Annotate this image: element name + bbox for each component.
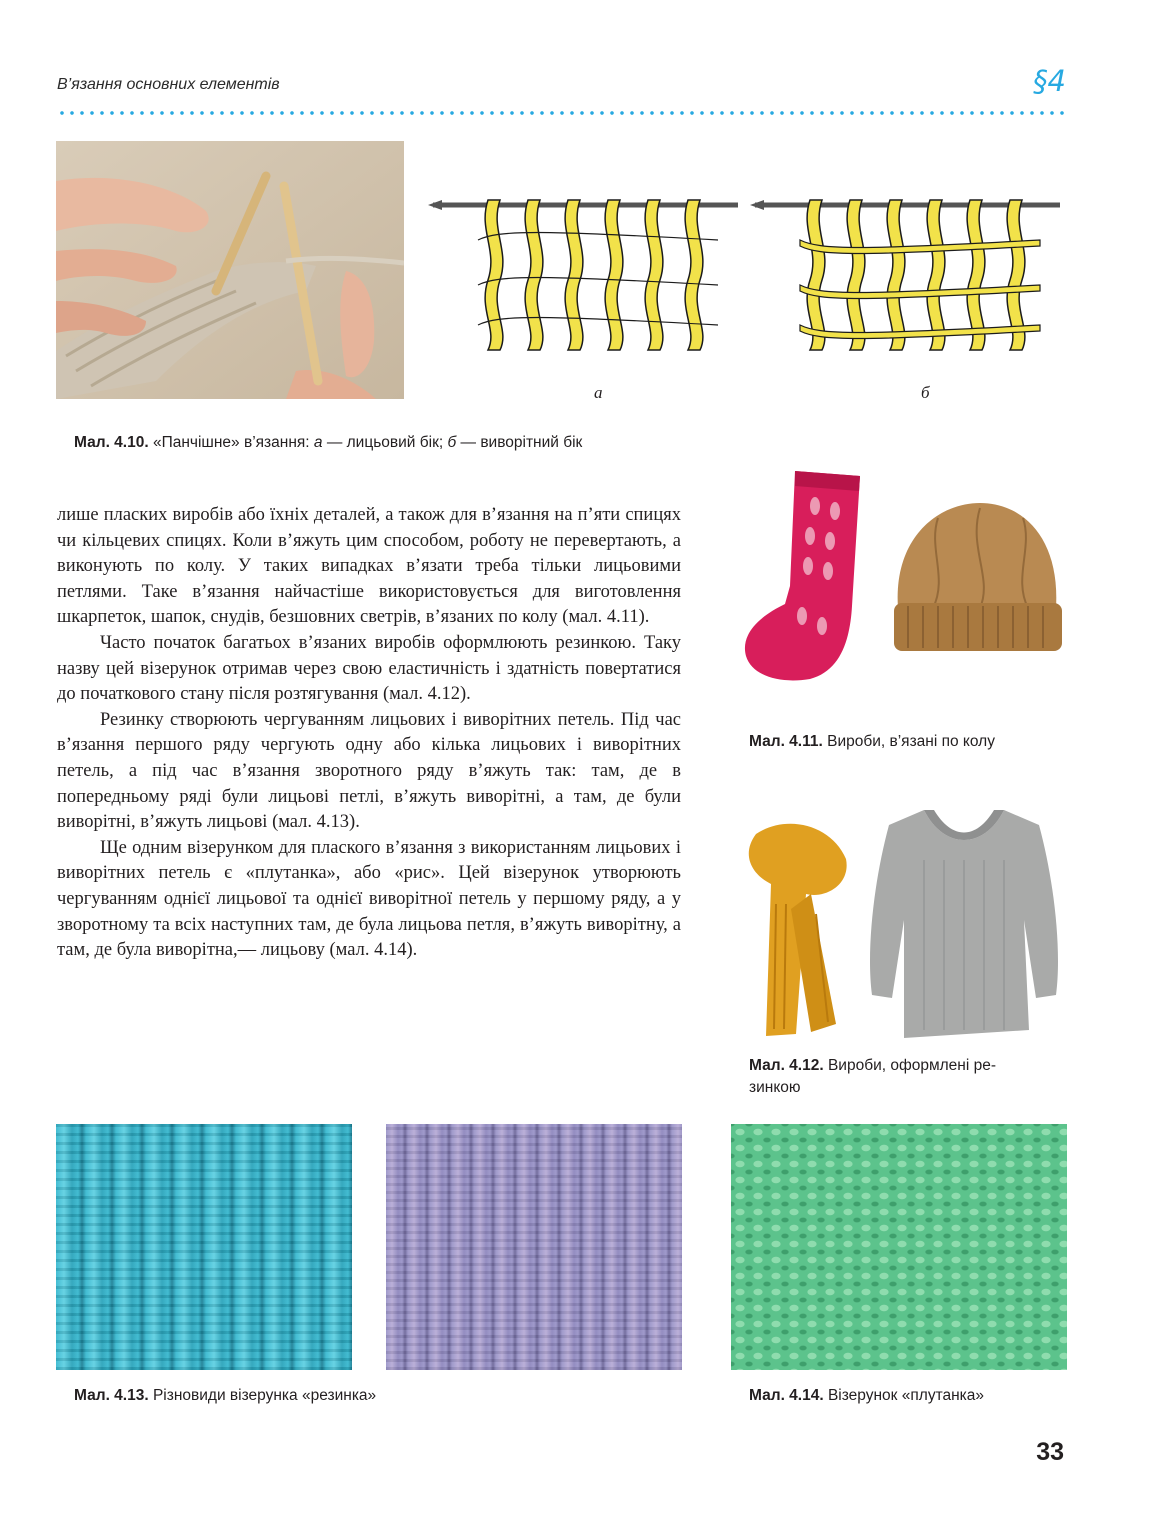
sock-photo — [740, 466, 870, 686]
scarf-photo — [736, 814, 861, 1039]
header-dotted-rule — [57, 110, 1067, 116]
sweater-photo — [864, 800, 1064, 1040]
paragraph: Ще одним візерунком для плаского в’язання з використанням лицьових і виворітних петель є «плутанка», або «рис». Цей візерунок утворюють чергуванням однієї лицьової та однієї виворітної петель у першому ряду, а у зворотному та всіх наступних там, де була лицьова петля, в’яжуть виворітну, а там, де була виворітна,— лицьову (мал. 4.14). — [57, 837, 681, 961]
caption-label: Мал. 4.14. — [749, 1387, 824, 1404]
caption-label: Мал. 4.10. — [74, 434, 149, 451]
rib-lilac-photo — [386, 1124, 682, 1370]
knitting-hands-photo — [56, 141, 404, 399]
paragraph: Часто початок багатьох в’язаних виробів оформлюють резинкою. Таку назву цей візерунок отримав через свою еластичність і здатність повертатися до початкового стану після розтягування (мал. 4.12). — [57, 632, 681, 705]
page-number: 33 — [1036, 1438, 1064, 1466]
paragraph: лише пласких виробів або їхніх деталей, а також для в’язання на п’яти спицях чи кільцевих спицях. Коли в’яжуть цим способом, роботу не перевертають, а виконують по колу. У таких випадках в’язати треба тільки лицьовими петлями. Таке в’язання найчастіше використовується для виготовлення шкарпеток, шапок, снудів, безшовних светрів, в’язаних по колу (мал. 4.11). — [57, 505, 681, 628]
hat-photo — [888, 498, 1066, 654]
figure-letter-a: а — [594, 383, 603, 402]
paragraph: Резинку створюють чергуванням лицьових і виворітних петель. Під час в’язання першого ряду чергують одну або кілька лицьових і виворітних петель, а під час в’язання зворотного ряду в’яжуть так: там, де в попередньому ряді були лицьові петлі, в’яжуть виворітні, а там, де були виворітні, в’яжуть лицьові (мал. 4.13). — [57, 709, 681, 833]
caption-fig-4-12: Мал. 4.12. Вироби, оформлені ре- зинкою — [749, 1057, 996, 1096]
figure-letter-b: б — [921, 383, 930, 402]
stockinette-back-diagram — [750, 190, 1062, 355]
body-text — [57, 503, 681, 964]
caption-fig-4-13: Мал. 4.13. Різновиди візерунка «резинка» — [74, 1387, 377, 1404]
caption-fig-4-10: Мал. 4.10. «Панчішне» в’язання: а — лицьовий бік; б — виворітний бік — [74, 434, 583, 451]
caption-label: Мал. 4.12. — [749, 1057, 824, 1074]
stockinette-front-diagram — [428, 190, 740, 355]
caption-fig-4-11: Мал. 4.11. Вироби, в’язані по колу — [749, 733, 995, 750]
section-number: §4 — [1033, 64, 1066, 98]
moss-stitch-green-photo — [731, 1124, 1067, 1370]
caption-label: Мал. 4.11. — [749, 733, 823, 750]
caption-label: Мал. 4.13. — [74, 1387, 149, 1404]
caption-fig-4-14: Мал. 4.14. Візерунок «плутанка» — [749, 1387, 985, 1404]
running-header: В’язання основних елементів — [57, 76, 280, 93]
rib-teal-photo — [56, 1124, 352, 1370]
